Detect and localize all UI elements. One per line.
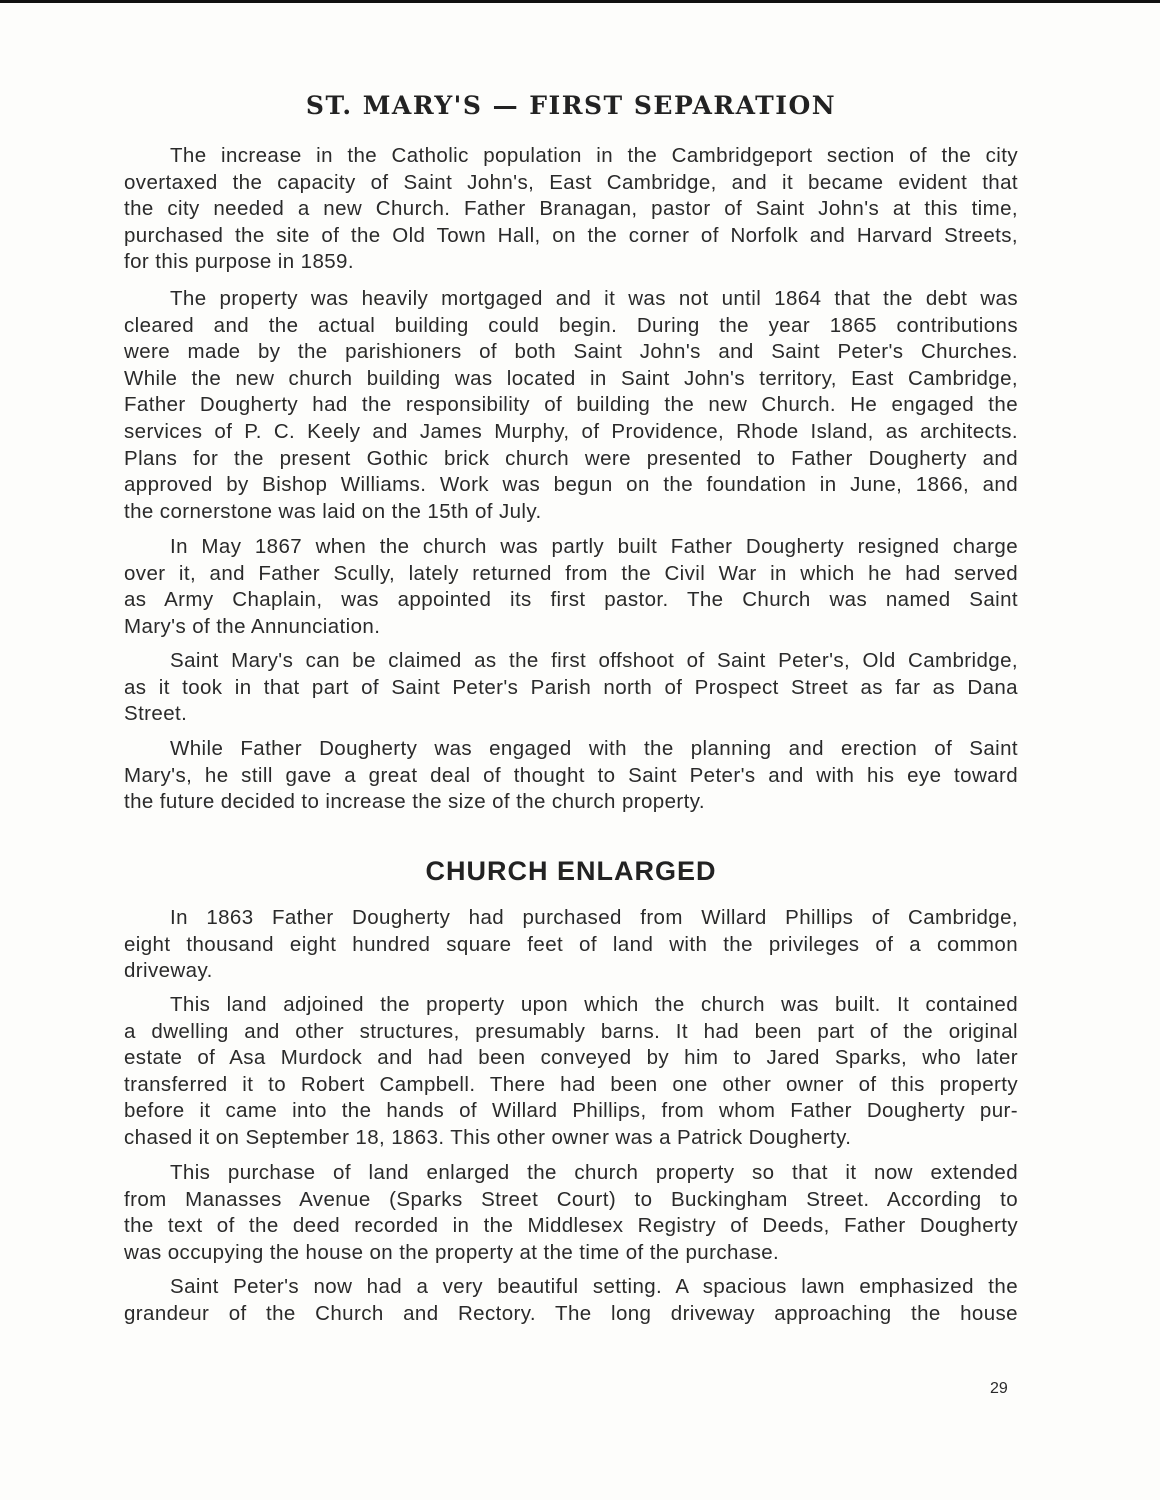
text-line: over it, and Father Scully, lately returned from the Civil War in which he had served — [124, 561, 1018, 585]
scan-border — [0, 0, 1160, 3]
text-line: were made by the parishioners of both Saint John's and Saint Peter's Churches. — [124, 340, 1018, 364]
text-line: the cornerstone was laid on the 15th of July. — [124, 499, 542, 523]
text-line: The property was heavily mortgaged and it was not until 1864 that the debt was — [170, 287, 1018, 310]
text-line: as it took in that part of Saint Peter's Parish north of Prospect Street as far as Dana — [124, 675, 1018, 699]
text-line: overtaxed the capacity of Saint John's, East Cambridge, and it became evident that — [124, 170, 1018, 194]
text-line: Saint Peter's now had a very beautiful setting. A spacious lawn emphasized the — [170, 1275, 1018, 1298]
text-line: In 1863 Father Dougherty had purchased from Willard Phillips of Cambridge, — [170, 906, 1018, 929]
text-line: the city needed a new Church. Father Branagan, pastor of Saint John's at this time, — [124, 197, 1018, 221]
text-line: Plans for the present Gothic brick church were presented to Father Dougherty and — [124, 446, 1018, 470]
section-title: CHURCH ENLARGED — [425, 856, 717, 886]
text-line: While Father Dougherty was engaged with the planning and erection of Saint — [170, 737, 1018, 760]
text-line: This land adjoined the property upon which the church was built. It contained — [170, 993, 1018, 1016]
text-line: before it came into the hands of Willard Phillips, from whom Father Dougherty pur- — [124, 1099, 1018, 1123]
text-line: the future decided to increase the size of the church property. — [124, 790, 705, 814]
page-number: 29 — [990, 1380, 1008, 1397]
paragraph — [124, 534, 1018, 640]
text-line: the text of the deed recorded in the Middlesex Registry of Deeds, Father Dougherty — [124, 1214, 1018, 1238]
text-line: purchased the site of the Old Town Hall, on the corner of Norfolk and Harvard Streets, — [124, 223, 1018, 247]
paragraph — [124, 286, 1018, 525]
text-line: services of P. C. Keely and James Murphy, of Providence, Rhode Island, as architects. — [124, 419, 1018, 443]
text-line: cleared and the actual building could begin. During the year 1865 contributions — [124, 313, 1018, 337]
text-line: estate of Asa Murdock and had been conveyed by him to Jared Sparks, who later — [124, 1046, 1018, 1070]
section-title: ST. MARY'S — FIRST SEPARATION — [305, 91, 837, 120]
text-line: Mary's of the Annunciation. — [124, 614, 381, 638]
text-line: In May 1867 when the church was partly built Father Dougherty resigned charge — [170, 535, 1018, 558]
text-line: grandeur of the Church and Rectory. The long driveway approaching the house — [124, 1301, 1018, 1325]
paragraph — [124, 1274, 1018, 1327]
paragraph — [124, 648, 1018, 728]
text-line: from Manasses Avenue (Sparks Street Court) to Buckingham Street. According to — [124, 1187, 1018, 1211]
text-line: Mary's, he still gave a great deal of thought to Saint Peter's and with his eye toward — [124, 763, 1018, 787]
text-line: approved by Bishop Williams. Work was begun on the foundation in June, 1866, and — [124, 473, 1018, 497]
text-line: eight thousand eight hundred square feet of land with the privileges of a common — [124, 932, 1018, 956]
text-line: a dwelling and other structures, presumably barns. It had been part of the original — [124, 1019, 1018, 1043]
text-line: Street. — [124, 702, 188, 726]
paragraph — [124, 905, 1018, 985]
text-line: This purchase of land enlarged the church property so that it now extended — [170, 1161, 1018, 1184]
text-line: Saint Mary's can be claimed as the first offshoot of Saint Peter's, Old Cambridge, — [170, 649, 1018, 672]
text-line: chased it on September 18, 1863. This other owner was a Patrick Dougherty. — [124, 1125, 852, 1149]
paragraph — [124, 736, 1018, 816]
text-line: Father Dougherty had the responsibility of building the new Church. He engaged the — [124, 393, 1018, 417]
text-line: transferred it to Robert Campbell. There had been one other owner of this property — [124, 1072, 1018, 1096]
text-line: was occupying the house on the property at the time of the purchase. — [124, 1240, 780, 1264]
paragraph — [124, 143, 1018, 276]
paragraph — [124, 1160, 1018, 1266]
paragraph — [124, 992, 1018, 1152]
text-line: driveway. — [124, 959, 213, 983]
text-line: for this purpose in 1859. — [124, 250, 354, 274]
text-line: as Army Chaplain, was appointed its first pastor. The Church was named Saint — [124, 588, 1018, 612]
text-line: While the new church building was located in Saint John's territory, East Cambridge, — [124, 366, 1018, 390]
text-line: The increase in the Catholic population in the Cambridgeport section of the city — [170, 144, 1018, 167]
